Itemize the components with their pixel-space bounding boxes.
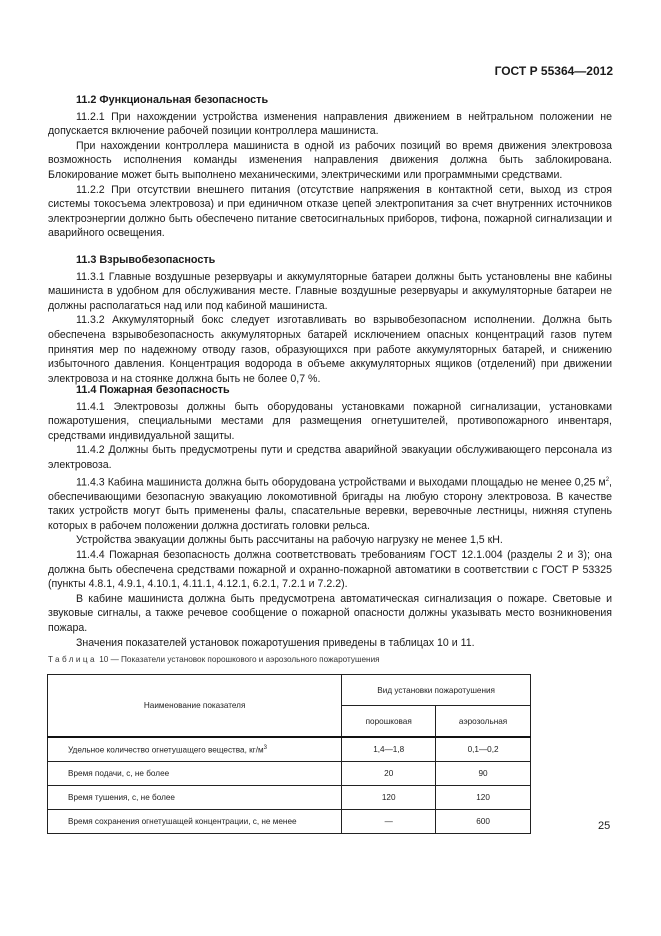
table-row [48,786,531,810]
cell-powder: 120 [342,786,436,810]
paragraph: 11.4.1 Электровозы должны быть оборудованы установками пожарной сигнализации, установками пожаротушения, специальными местами для размещения огнетушителей, противопожарного инвентаря, средствами индивидуальной защиты. [48,400,612,442]
table-caption [48,655,380,664]
paragraph: 11.4.2 Должны быть предусмотрены пути и средства аварийной эвакуации обслуживающего персонала из электровоза. [48,444,612,471]
table-row [48,810,531,834]
table-row [48,762,531,786]
paragraph: Устройства эвакуации должны быть рассчитаны на рабочую нагрузку не менее 1,5 кН. [76,534,503,547]
text: Удельное количество огнетушащего вещества, кг/м [68,745,264,755]
paragraph: Значения показателей установок пожаротушения приведены в таблицах 10 и 11. [76,636,475,649]
table-10 [47,674,531,834]
text: , обеспечивающими безопасную эвакуацию локомотивной бригады на любую сторону электровоза. В качестве таких устройств могут быть применены фалы, спасательные веревки, веревочные лестницы, нижняя ступень которых в рабочем положении должна достигать головки рельса. [48,476,612,532]
document-header: ГОСТ Р 55364—2012 [494,64,613,78]
page-number: 25 [598,820,611,832]
superscript: 2 [605,476,610,483]
paragraph: 11.2.2 При отсутствии внешнего питания (отсутствие напряжения в контактной сети, выход из строя системы токосъема электровоза) и при единичном отказе цепей электропитания за счет внутренних источников электроэнергии должно быть обеспечено питание светосигнальных приборов, тифона, пожарной сигнализации и аварийного освещения. [48,183,612,240]
text: 11.4.3 Кабина машиниста должна быть оборудована устройствами и выходами площадью не менее 0,25 м [76,476,606,489]
paragraph: 11.3.1 Главные воздушные резервуары и аккумуляторные батареи должны быть установлены вне кабины машиниста в удобном для обслуживания месте. Главные воздушные резервуары и аккумуляторные батареи не должны располагаться над или под кабиной машиниста. [48,270,612,312]
section-heading: 11.2 Функциональная безопасность [76,94,269,106]
section-11-4 [48,383,612,650]
cell-aerosol: 90 [436,762,531,786]
paragraph: При нахождении контроллера машиниста в одной из рабочих позиций во время движения электровоза возможность исполнения команды изменения направления движения должна быть заблокирована. Блокирование может быть выполнено механическими, электрическими или программными средствами. [48,139,612,181]
row-label [48,737,342,762]
row-label: Время подачи, с, не более [48,762,342,786]
paragraph [48,473,612,534]
column-header-name: Наименование показателя [48,675,342,738]
caption-word: Таблица [48,655,97,664]
section-heading: 11.3 Взрывобезопасность [76,254,216,266]
row-label: Время сохранения огнетушащей концентрации, с, не менее [48,810,342,834]
cell-aerosol: 600 [436,810,531,834]
caption-text: 10 — Показатели установок порошкового и аэрозольного пожаротушения [99,655,380,664]
cell-powder: 1,4—1,8 [342,737,436,762]
cell-powder: 20 [342,762,436,786]
paragraph: В кабине машиниста должна быть предусмотрена автоматическая сигнализация о пожаре. Световые и звуковые сигналы, а также речевое сообщение о пожарной опасности должны указывать место возникновения пожара. [48,592,612,635]
cell-aerosol: 0,1—0,2 [436,737,531,762]
paragraph: 11.3.2 Аккумуляторный бокс следует изготавливать во взрывобезопасном исполнении. Должна быть обеспечена взрывобезопасность аккумуляторных батарей исключением опасных концентраций газов путем принятия мер по надежному отводу газов, образующихся при работе аккумуляторных батарей, и снижению избыточного давления. Концентрация водорода в объеме аккумуляторных ящиков (отделений) при движении электровоза и на стоянке должна быть не более 0,7 %. [48,314,612,385]
superscript: 3 [263,744,267,751]
column-header-group: Вид установки пожаротушения [342,675,531,706]
table-row [48,737,531,762]
paragraph: 11.2.1 При нахождении устройства изменения направления движением в нейтральном положении не допускается включение рабочей позиции контроллера машиниста. [48,110,612,138]
section-heading: 11.4 Пожарная безопасность [76,384,230,396]
section-11-2 [48,93,612,241]
row-label: Время тушения, с, не более [48,786,342,810]
section-11-3 [48,253,612,386]
paragraph: 11.4.4 Пожарная безопасность должна соответствовать требованиям ГОСТ 12.1.004 (разделы 2 и 3); она должна быть обеспечена средствами пожарной и охранно-пожарной автоматики в соответствии с ГОСТ Р 53325 (пункты 4.8.1, 4.9.1, 4.10.1, 4.11.1, 4.12.1, 6.2.1, 7.2.1 и 7.2.2). [48,549,612,591]
cell-powder: — [342,810,436,834]
cell-aerosol: 120 [436,786,531,810]
column-header-powder: порошковая [342,706,436,738]
column-header-aerosol: аэрозольная [436,706,531,738]
